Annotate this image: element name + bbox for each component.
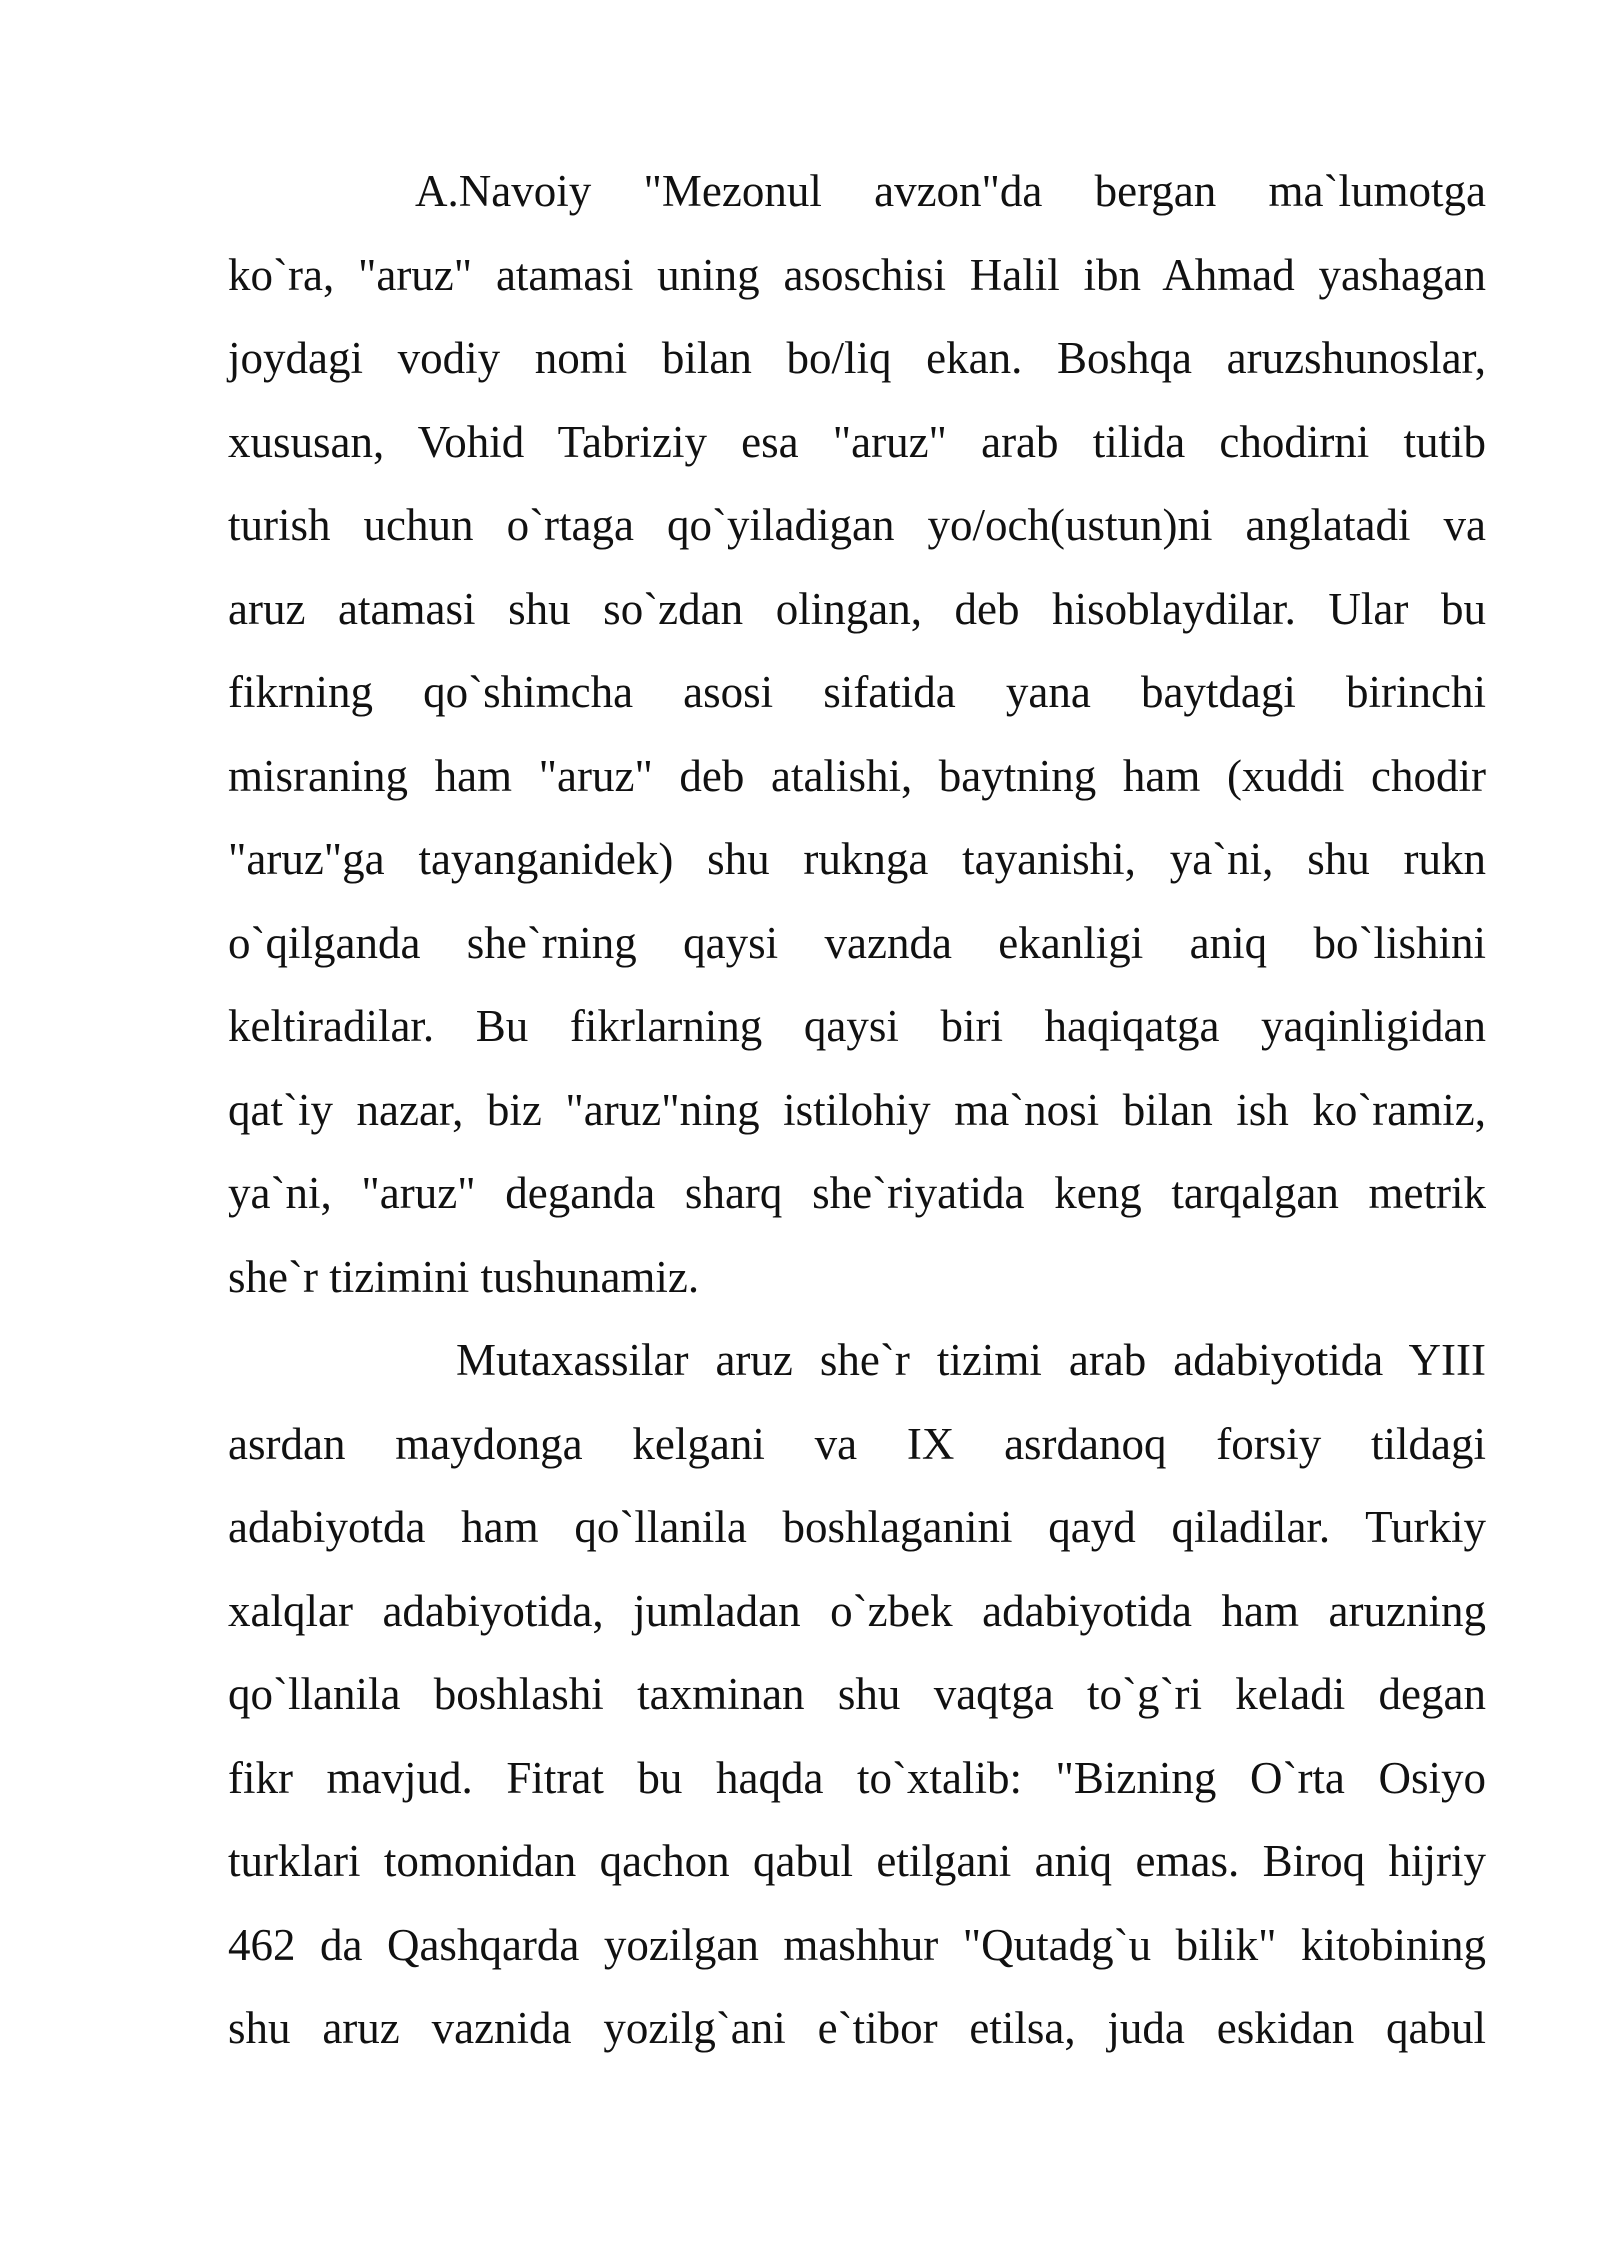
text-line: ya`ni, "aruz" deganda sharq she`riyatida keng tarqalgan metrik [228, 1168, 1486, 1218]
text-line: xususan, Vohid Tabriziy esa "aruz" arab tilida chodirni tutib [228, 416, 1486, 467]
text-line: shu aruz vaznida yozilg`ani e`tibor etilsa, juda eskidan qabul [228, 2003, 1486, 2053]
document-page [228, 150, 1486, 2071]
text-line: joydagi vodiy nomi bilan bo/liq ekan. Boshqa aruzshunoslar, [228, 333, 1486, 383]
text-line: o`qilganda she`rning qaysi vaznda ekanligi aniq bo`lishini [228, 917, 1486, 968]
text-line: qo`llanila boshlashi taxminan shu vaqtga to`g`ri keladi degan [228, 1669, 1486, 1719]
text-line: adabiyotda ham qo`llanila boshlaganini qayd qiladilar. Turkiy [228, 1502, 1486, 1552]
text-line: keltiradilar. Bu fikrlarning qaysi biri haqiqatga yaqinligidan [228, 1001, 1486, 1051]
text-line: turklari tomonidan qachon qabul etilgani aniq emas. Biroq hijriy [228, 1836, 1486, 1886]
text-line: ko`ra, "aruz" atamasi uning asoschisi Halil ibn Ahmad yashagan [228, 249, 1486, 300]
text-line: A.Navoiy "Mezonul avzon"da bergan ma`lumotga [415, 166, 1486, 216]
text-line: she`r tizimini tushunamiz. [228, 1251, 700, 1302]
text-line: qat`iy nazar, biz "aruz"ning istilohiy ma`nosi bilan ish ko`ramiz, [228, 1084, 1486, 1135]
paragraph-1 [228, 150, 1486, 1319]
text-line: xalqlar adabiyotida, jumladan o`zbek adabiyotida ham aruzning [228, 1585, 1486, 1636]
paragraph-2 [228, 1319, 1486, 2071]
text-line: misraning ham "aruz" deb atalishi, baytning ham (xuddi chodir [228, 750, 1486, 801]
text-line: turish uchun o`rtaga qo`yiladigan yo/och(ustun)ni anglatadi va [228, 500, 1486, 550]
text-line: aruz atamasi shu so`zdan olingan, deb hisoblaydilar. Ular bu [228, 583, 1486, 634]
text-line: "aruz"ga tayanganidek) shu ruknga tayanishi, ya`ni, shu rukn [228, 834, 1486, 884]
text-line: fikrning qo`shimcha asosi sifatida yana baytdagi birinchi [228, 667, 1486, 717]
text-line: 462 da Qashqarda yozilgan mashhur "Qutadg`u bilik" kitobining [228, 1919, 1486, 1970]
text-line: fikr mavjud. Fitrat bu haqda to`xtalib: "Bizning O`rta Osiyo [228, 1752, 1486, 1803]
text-line: Mutaxassilar aruz she`r tizimi arab adabiyotida YIII [456, 1335, 1486, 1385]
text-line: asrdan maydonga kelgani va IX asrdanoq forsiy tildagi [228, 1418, 1486, 1469]
